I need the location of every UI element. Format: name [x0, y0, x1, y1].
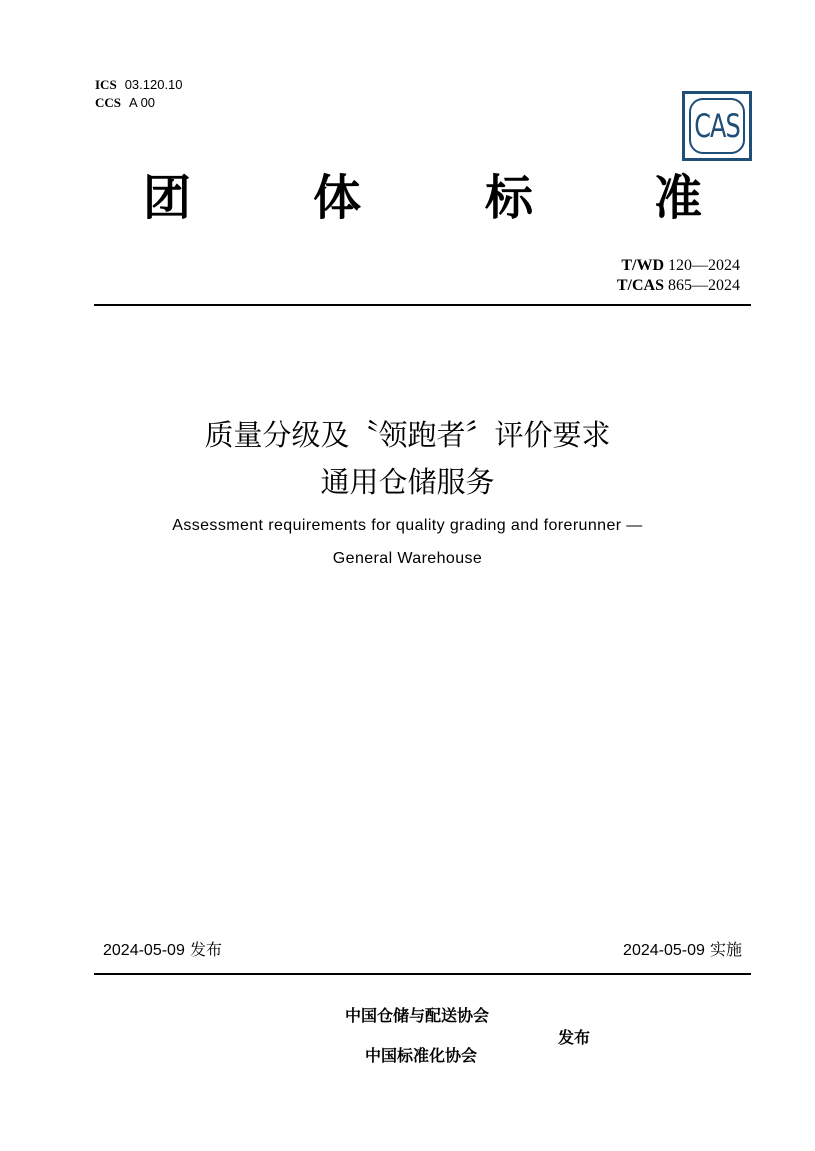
ics-code — [95, 76, 183, 94]
ccs-value: A 00 — [129, 95, 156, 110]
standard-number-cas — [617, 276, 740, 296]
standard-prefix: T/CAS — [616, 277, 664, 294]
cas-logo-text: CAS — [694, 107, 740, 145]
category-char-2: 体 — [313, 170, 362, 226]
issue-label: 发布 — [189, 940, 222, 959]
cas-logo — [682, 91, 752, 161]
title-zh-line1: 质量分级及〝领跑者〞评价要求 — [204, 418, 611, 452]
top-divider — [94, 304, 751, 306]
issuer-org-2: 中国标准化协会 — [365, 1046, 478, 1065]
bottom-divider — [94, 973, 751, 975]
implement-date: 2024-05-09 — [623, 942, 705, 959]
title-zh-line2: 通用仓储服务 — [320, 465, 495, 499]
title-en-line1: Assessment requirements for quality grading and forerunner — — [172, 517, 643, 534]
issuer-action: 发布 — [558, 1028, 591, 1047]
ccs-code — [95, 94, 183, 112]
title-en-line2: General Warehouse — [332, 550, 483, 567]
issue-date-block — [103, 939, 222, 962]
standard-number-wd — [617, 256, 740, 276]
issue-date: 2024-05-09 — [103, 942, 185, 959]
standard-number: 120—2024 — [668, 257, 740, 274]
implement-label: 实施 — [709, 940, 742, 959]
ics-label: ICS — [95, 77, 117, 92]
standard-number: 865—2024 — [668, 277, 740, 294]
category-char-1: 团 — [143, 170, 192, 226]
implement-date-block — [623, 939, 742, 962]
issuer-org-1: 中国仓储与配送协会 — [345, 1006, 490, 1025]
standard-numbers — [617, 256, 740, 296]
standard-prefix: T/WD — [621, 257, 664, 274]
classification-codes — [95, 76, 183, 112]
cas-logo-frame — [689, 98, 745, 154]
category-char-3: 标 — [485, 170, 534, 226]
category-char-4: 准 — [654, 170, 703, 226]
ics-value: 03.120.10 — [124, 77, 183, 92]
ccs-label: CCS — [95, 95, 122, 110]
